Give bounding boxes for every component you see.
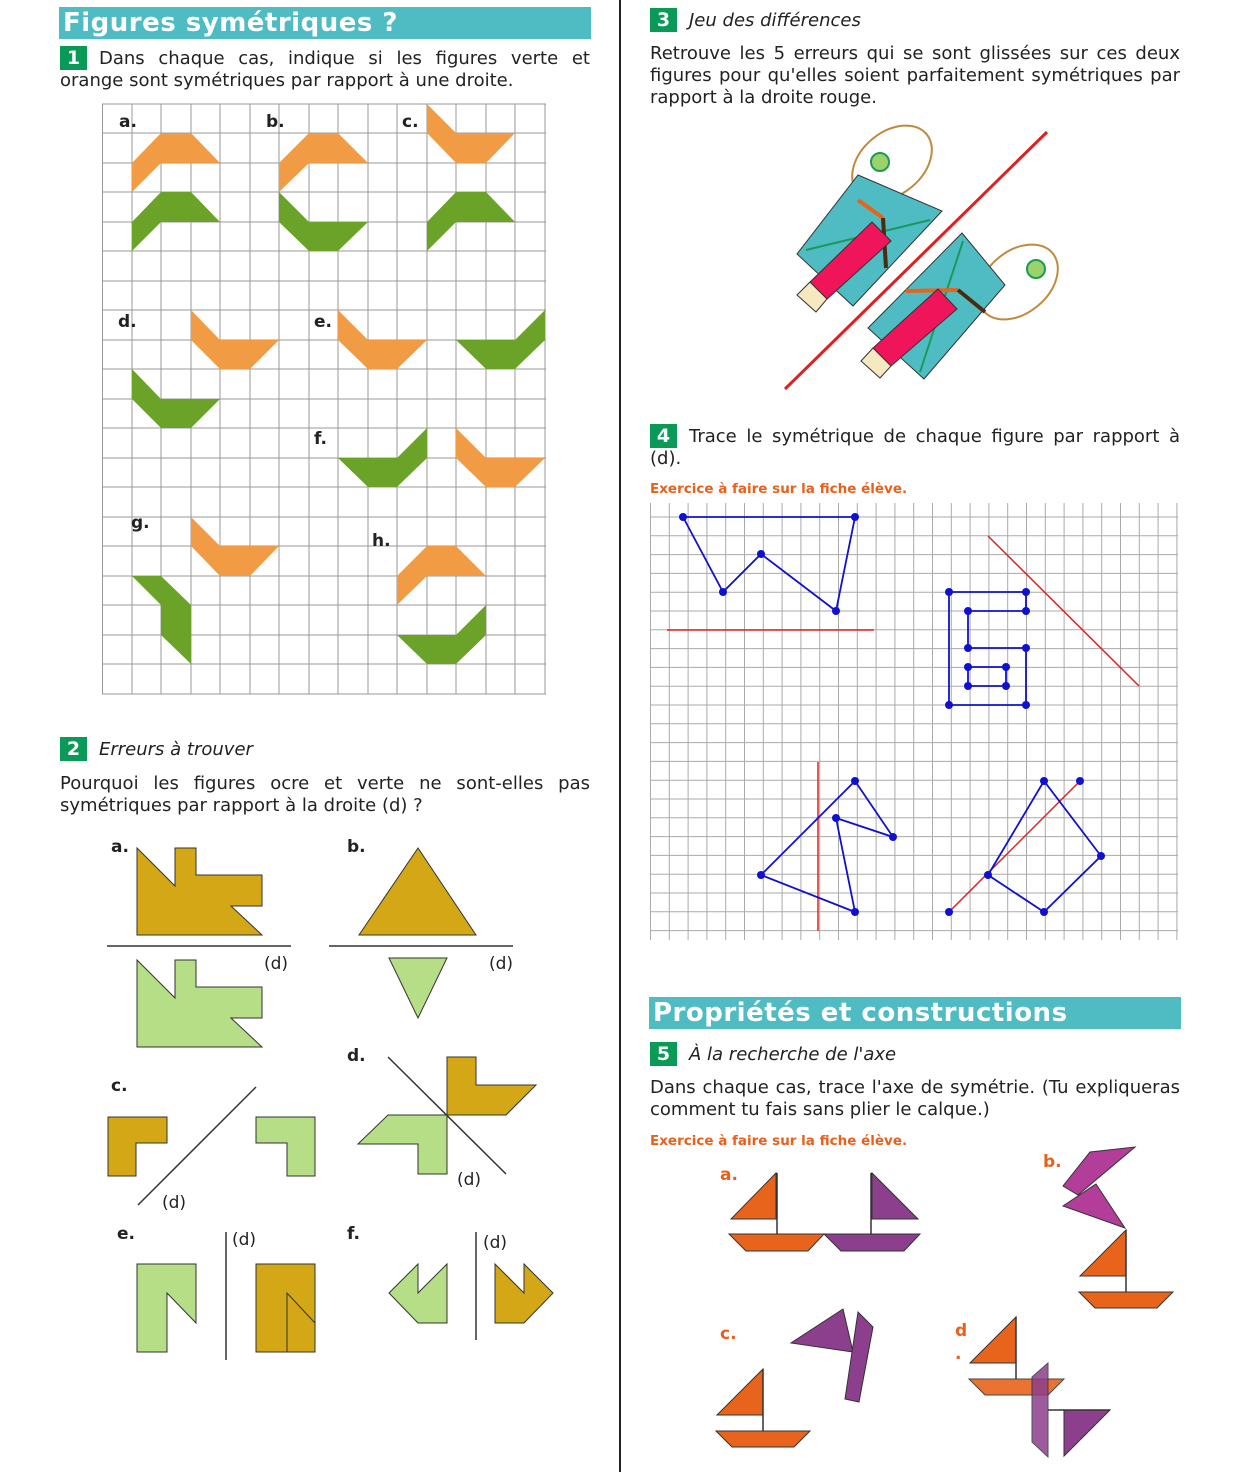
ex1-label-d: d. <box>118 312 137 332</box>
ex2-a-axis-label: (d) <box>264 954 289 974</box>
ex4-note: Exercice à faire sur la fiche élève. <box>650 481 908 497</box>
ex5-b-orange-hull <box>1079 1292 1173 1308</box>
ex5-number-badge: 5 <box>650 1042 677 1066</box>
ex2-label-e: e. <box>117 1224 135 1244</box>
ex1-label-g: g. <box>131 513 150 533</box>
ex2-number-badge: 2 <box>60 737 87 761</box>
ex3-title: Jeu des différences <box>689 10 861 31</box>
ex2-f-axis-label: (d) <box>483 1233 508 1253</box>
ex5-c-purple-sail <box>791 1309 853 1352</box>
ex1-label-h: h. <box>372 531 391 551</box>
ex2-label-b: b. <box>347 837 366 857</box>
ex5-text: Dans chaque cas, trace l'axe de symétrie. (Tu expliqueras comment tu fais sans plier le calque.) <box>650 1077 1180 1120</box>
ex2-c-axis-label: (d) <box>162 1193 187 1213</box>
ex1-label-e: e. <box>314 312 332 332</box>
ex1-text: Dans chaque cas, indique si les figures verte et orange sont symétriques par rapport à une droite. <box>60 48 590 91</box>
ex5-a-purple-hull <box>824 1234 920 1251</box>
ex2-e-axis-label: (d) <box>232 1230 257 1250</box>
ex2-label-f: f. <box>347 1224 360 1244</box>
ex1-number-badge: 1 <box>60 46 87 70</box>
ex1-label-a: a. <box>119 112 137 132</box>
ex2-label-d: d. <box>347 1046 366 1066</box>
ex5-label-a: a. <box>720 1165 738 1185</box>
ex5-b-orange-sail <box>1080 1230 1126 1276</box>
ex5-label-d: d <box>955 1321 968 1341</box>
ex1-label-c: c. <box>402 112 419 132</box>
ex1-label-b: b. <box>266 112 285 132</box>
ex5-c-orange-hull <box>716 1431 810 1447</box>
ex2-title: Erreurs à trouver <box>99 739 253 760</box>
section-title-2: Propriétés et constructions <box>653 998 1068 1028</box>
ex5-d-purple-hull <box>1032 1363 1048 1457</box>
ex5-note: Exercice à faire sur la fiche élève. <box>650 1133 908 1149</box>
ex4-number-badge: 4 <box>650 424 677 448</box>
ex5-title: À la recherche de l'axe <box>689 1044 897 1065</box>
section-title: Figures symétriques ? <box>63 8 398 38</box>
ex5-a-purple-sail <box>872 1173 918 1219</box>
ex5-label-c: c. <box>720 1324 737 1344</box>
ex5-a-orange-hull <box>729 1234 824 1251</box>
ex5-label-b: b. <box>1043 1152 1062 1172</box>
ex2-d-axis-label: (d) <box>457 1170 482 1190</box>
ex5-d-purple-sail <box>1064 1410 1110 1456</box>
ex5-c-orange-sail <box>717 1369 763 1415</box>
ex1-label-f: f. <box>314 429 327 449</box>
ex3-number-badge: 3 <box>650 8 677 32</box>
ex5-c-purple-hull <box>845 1312 873 1402</box>
ex3-text: Retrouve les 5 erreurs qui se sont glissées sur ces deux figures pour qu'elles soient parfaitement symétriques par rapport à la droite rouge. <box>650 43 1180 108</box>
ex2-label-a: a. <box>111 837 129 857</box>
ex5-label-d-dot: . <box>955 1344 962 1364</box>
ex5-d-orange-hull <box>969 1379 1064 1395</box>
ex2-b-axis-label: (d) <box>489 954 514 974</box>
ex2-text: Pourquoi les figures ocre et verte ne sont-elles pas symétriques par rapport à la droite (d) ? <box>60 773 590 816</box>
ex2-label-c: c. <box>111 1076 128 1096</box>
ex4-text: Trace le symétrique de chaque figure par rapport à (d). <box>650 426 1180 469</box>
ex5-d-orange-sail <box>970 1317 1016 1363</box>
